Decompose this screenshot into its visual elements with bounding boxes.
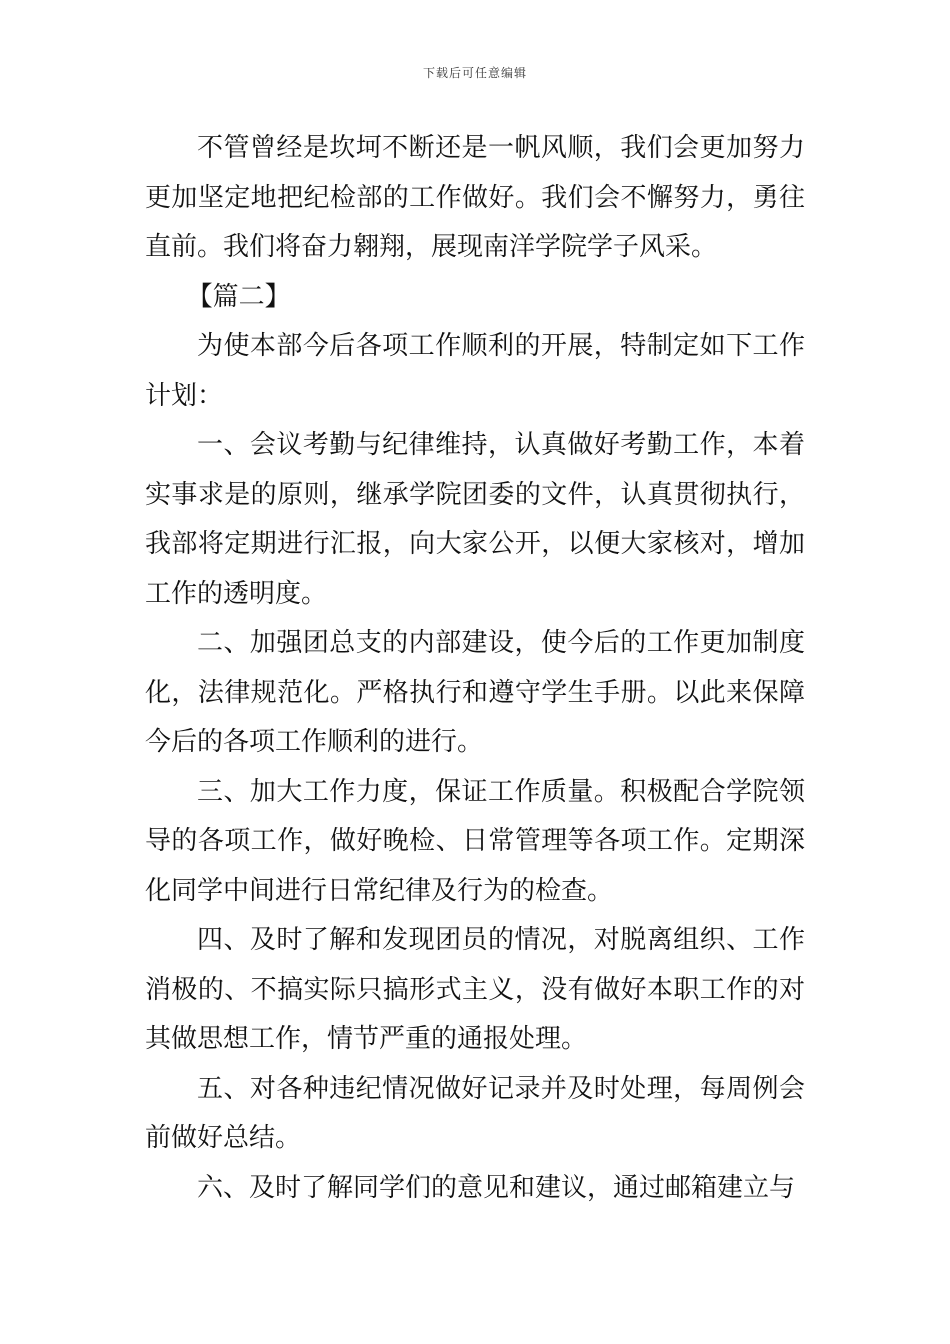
- paragraph-item-1: 一、会议考勤与纪律维持，认真做好考勤工作，本着实事求是的原则，继承学院团委的文件，认真贯彻执行，我部将定期进行汇报，向大家公开，以便大家核对，增加工作的透明度。: [145, 430, 805, 609]
- section-title: 【篇二】: [186, 281, 291, 312]
- document-body: [145, 124, 805, 1213]
- page-header: 下载后可任意编辑: [422, 66, 527, 80]
- paragraph-item-6: 六、及时了解同学们的意见和建议，通过邮箱建立与: [197, 1172, 796, 1203]
- paragraph-item-3: 三、加大工作力度，保证工作质量。积极配合学院领导的各项工作，做好晚检、日常管理等各项工作。定期深化同学中间进行日常纪律及行为的检查。: [145, 776, 805, 906]
- paragraph-item-5: 五、对各种违纪情况做好记录并及时处理，每周例会前做好总结。: [145, 1073, 805, 1153]
- paragraph-closing: 不管曾经是坎坷不断还是一帆风顺，我们会更加努力更加坚定地把纪检部的工作做好。我们会不懈努力，勇往直前。我们将奋力翱翔，展现南洋学院学子风采。: [145, 133, 805, 262]
- paragraph-intro: 为使本部今后各项工作顺利的开展，特制定如下工作计划：: [145, 331, 805, 411]
- paragraph-item-4: 四、及时了解和发现团员的情况，对脱离组织、工作消极的、不搞实际只搞形式主义，没有做好本职工作的对其做思想工作，情节严重的通报处理。: [145, 925, 805, 1054]
- paragraph-item-2: 二、加强团总支的内部建设，使今后的工作更加制度化，法律规范化。严格执行和遵守学生手册。以此来保障今后的各项工作顺利的进行。: [145, 628, 805, 757]
